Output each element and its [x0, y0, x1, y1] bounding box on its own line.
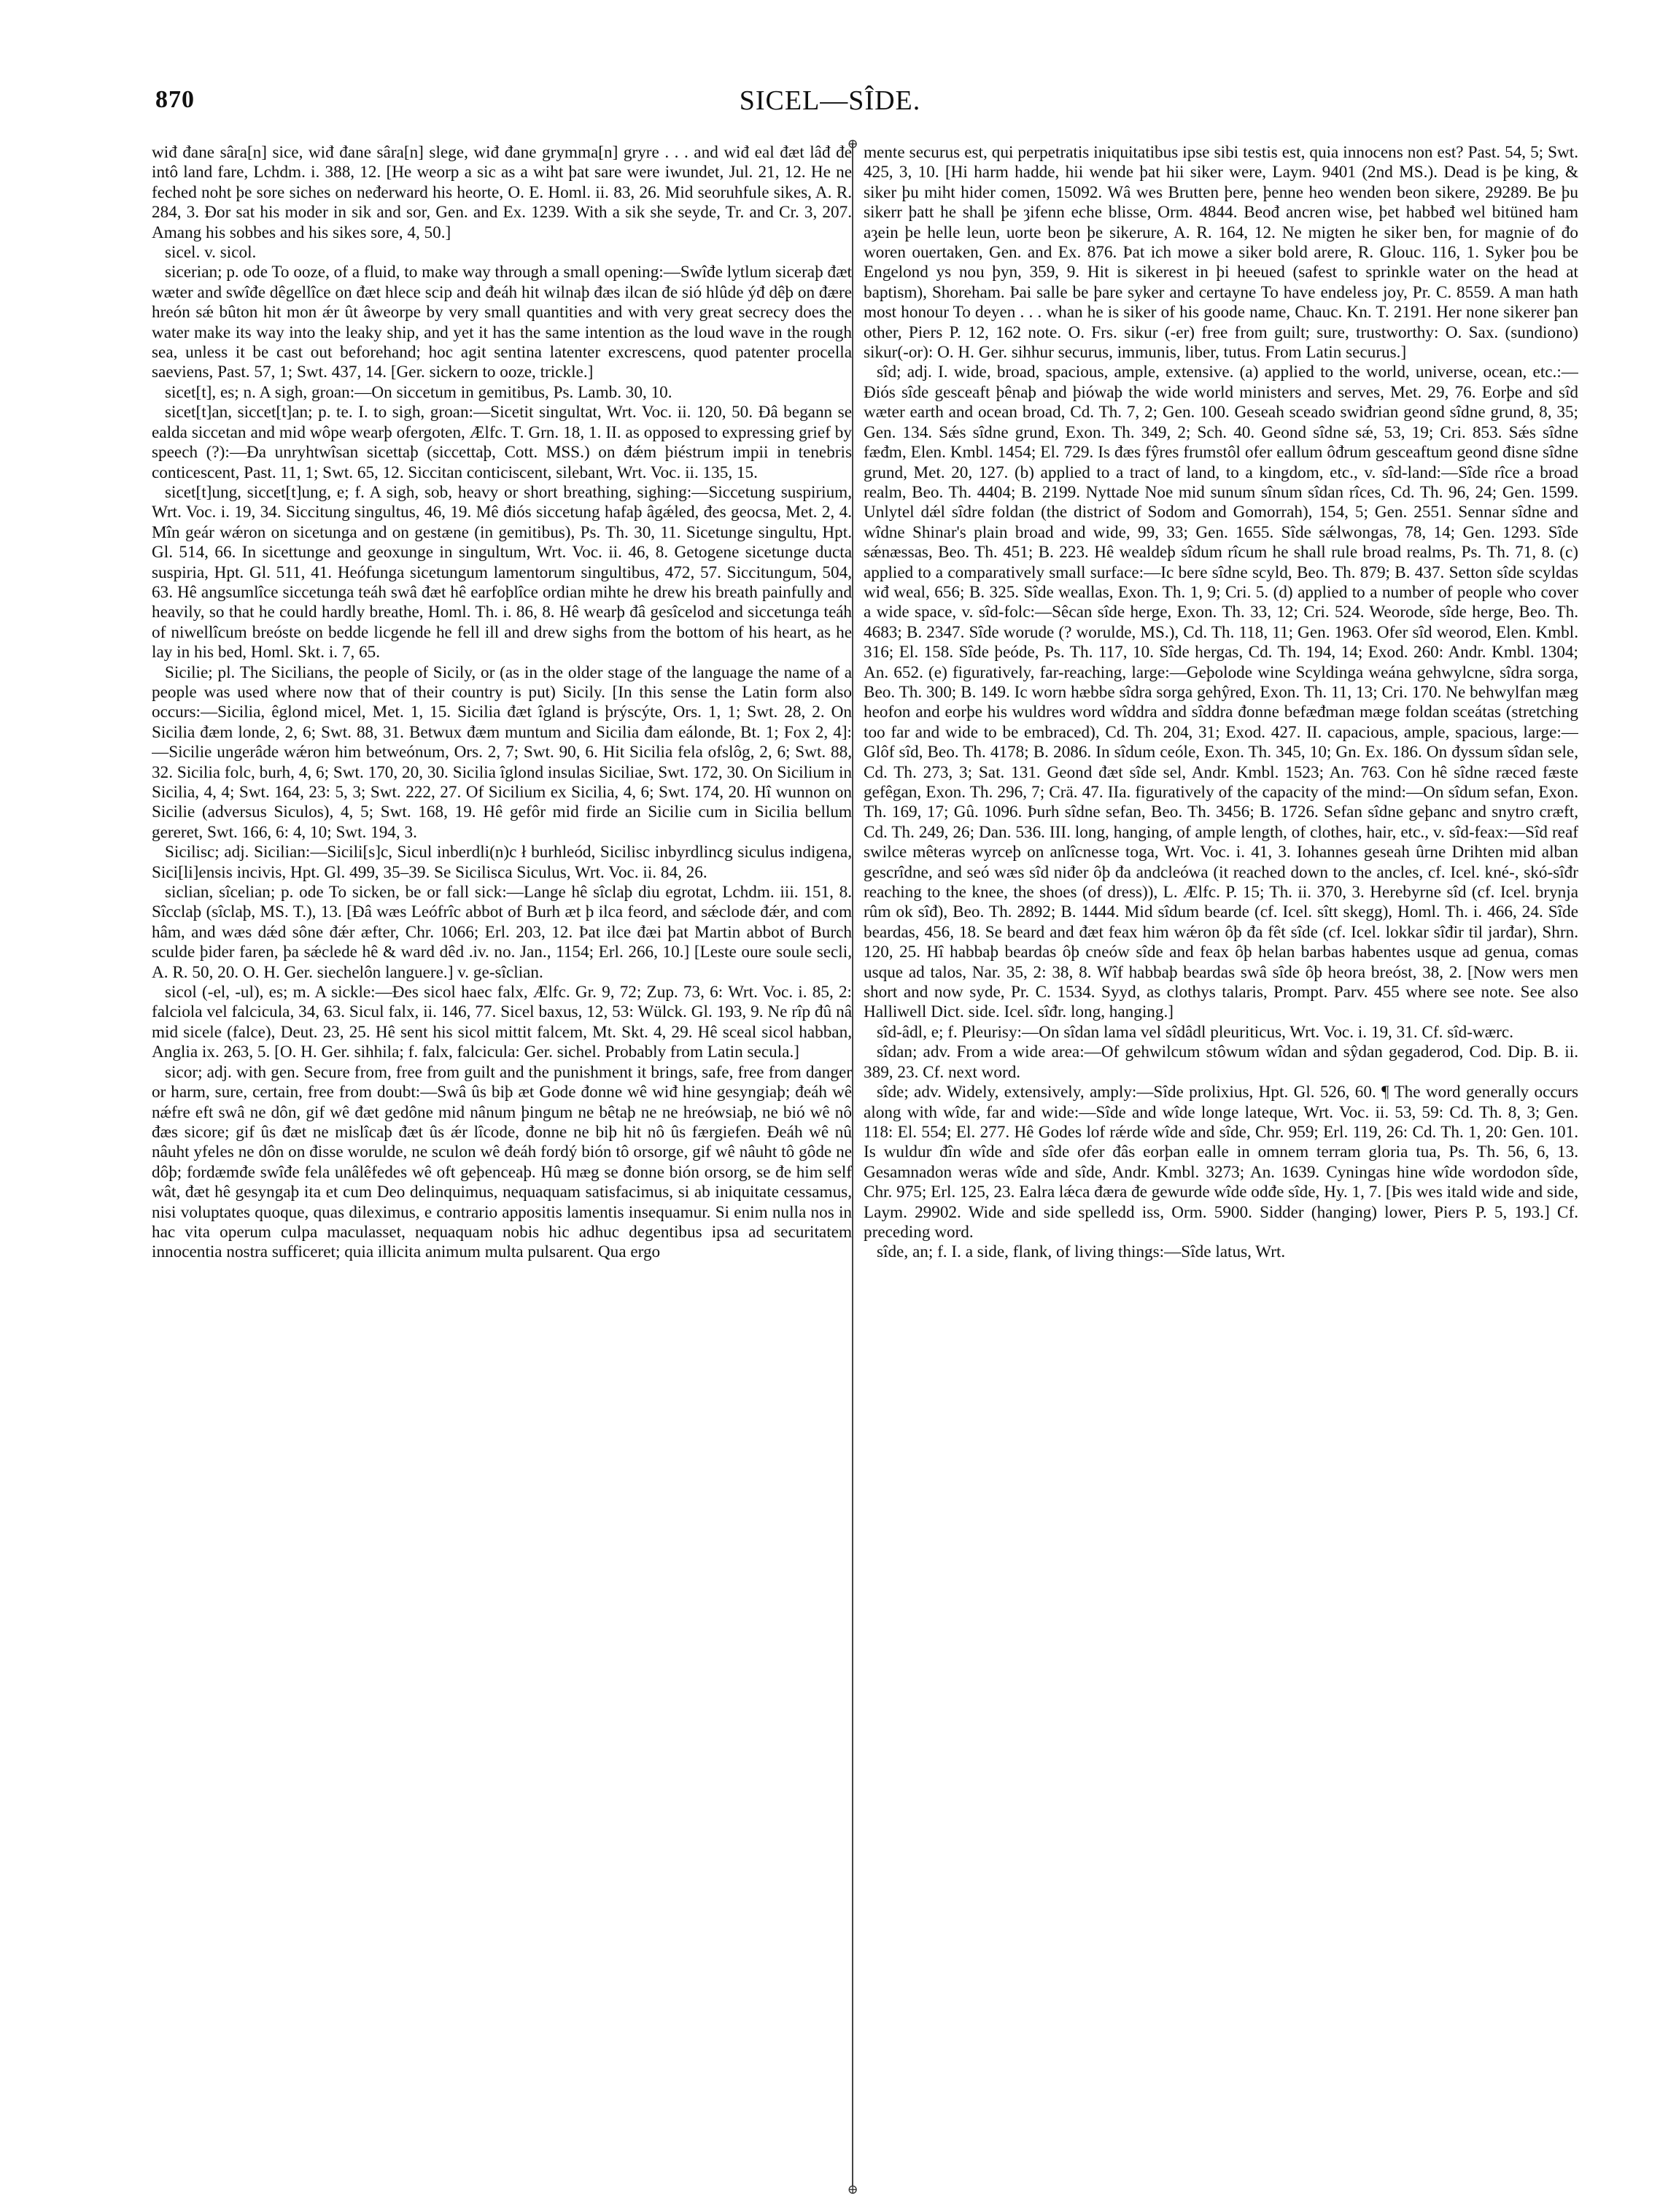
- entry-sicilie: Sicilie; pl. The Sicilians, the people of Sicily, or (as in the older stage of the language the name of a people was used where now that of their country is put) Sicily. [In this sense the Latin form also occurs:—Sicilia, êglond micel, Met. 1, 15. Sicilia đæt îgland is þrýscýte, Ors. 1, 1; Swt. 28, 2. On Sicilia đæm londe, 2, 6; Swt. 88, 31. Betwux đæm muntum and Sicilia đam eálonde, Bt. 1; Fox 2, 4]:—Sicilie ungerâde wǽron him betweónum, Ors. 2, 7; Swt. 90, 6. Hit Sicilia fela ofslôg, 2, 6; Swt. 88, 32. Sicilia folc, burh, 4, 6; Swt. 170, 20, 30. Sicilia îglond insulas Siciliae, Swt. 172, 30. On Sicilium in Sicilia, 4, 4; Swt. 164, 23: 5, 3; Swt. 222, 27. Of Sicilium ex Sicilia, 4, 6; Swt. 174, 20. Hî wunnon on Sicilie (adversus Siculos), 4, 5; Swt. 168, 19. Hê gefôr mid firde an Sicilie cum in Sicilia bellum gereret, Swt. 166, 6: 4, 10; Swt. 194, 3.: [152, 662, 852, 842]
- entry-sicett: sicet[t], es; n. A sigh, groan:—On siccetum in gemitibus, Ps. Lamb. 30, 10.: [165, 382, 672, 402]
- entry-sicor: sicor; adj. with gen. Secure from, free from guilt and the punishment it brings, safe, free from danger or harm, sure, certain, free from doubt:—Swâ ûs biþ æt Gode đonne wê wiđ hine gesyngiaþ; đeáh wê nǽfre eft swâ ne dôn, gif wê đæt gedône mid nânum þingum ne bêtaþ ne ne hreówsiaþ, ne bió wê nô đæs sicore; gif ûs đæt ne mislîcaþ đæt ûs ǽr lîcode, đonne ne biþ hit nô ûs færgiefen. Đeáh wê nû nâuht yfeles ne dôn on đisse woruldе, ne sculon wê đeáh fordý bión tô orsorge, gif wê nâuht tô gôde ne dôþ; fordæmđe swîđe fela unâlêfedes wê oft geþenceaþ. Hû mæg se đonne bión orsorg, se đe him self wât, đæt hê gesyngaþ ita et cum Deo delinquimus, nequaquam satisfacimus, si ab iniquitate cessamus, nisi voluptates quoque, quas dileximus, e contrario appositis lamentis insequamur. Si enim nulla nos in hac vita operum culpa maculasset, nequaquam nobis hic adhuc degentibus ipsa ad securitatem innocentia nostra sufficeret; quia illicita animum multa pulsarent. Qua ergo: [152, 1062, 852, 1262]
- entry-continuation-sic: wiđ đane sâra[n] sice, wiđ đane sâra[n] slege, wiđ đane grymma[n] gryre . . . and wiđ eal đæt lâđ đe intô land fare, Lchdm. i. 388, 12. [He weorp a sic as a wiht þat sare were iwundet, Jul. 21, 12. He ne feched noht þe sore siches on neđerward his heorte, O. E. Homl. ii. 83, 26. Mid seoruhfule sikes, A. R. 284, 3. Đor sat his moder in sik and sor, Gen. and Ex. 1239. With a sik she seyde, Tr. and Cr. 3, 207. Amang his sobbes and his sikes sore, 4, 50.]: [152, 143, 852, 242]
- entry-sicel: sicel. v. sicol.: [165, 243, 257, 263]
- left-column: [152, 143, 852, 2193]
- divider-bottom-ornament-icon: ⊕: [847, 2182, 858, 2197]
- running-head: SICEL—SÎDE.: [739, 85, 921, 116]
- entry-side-noun: sîde, an; f. I. a side, flank, of living things:—Sîde latus, Wrt.: [877, 1242, 1286, 1262]
- entry-sid: sîd; adj. I. wide, broad, spacious, ample, extensive. (a) applied to the world, universe, ocean, etc.:—Điós sîde gesceaft þênaþ and þiówaþ the wide world ministers and serves, Met. 29, 76. Eorþe and sîd wæter earth and ocean broad, Cd. Th. 7, 2; Gen. 100. Geseah sceado swiđrian geond sîdne grund, 8, 35; Gen. 134. Sǽs sîdne grund, Exon. Th. 349, 2; Sch. 40. Geond sîdne sǽ, 53, 19; Cri. 853. Sǽs sîdne fæđm, Elen. Kmbl. 1454; El. 729. Is đæs fŷres frumstôl ofer eallum ôđrum gesceaftum geond đisne sîdne grund, Met. 20, 127. (b) applied to a tract of land, to a kingdom, etc., v. sîd-land:—Sîde rîce a broad realm, Beo. Th. 4404; B. 2199. Nyttade Noe mid sunum sînum sîdan rîces, Cd. Th. 96, 24; Gen. 1599. Unlytel dǽl sîdre foldan (the district of Sodom and Gomorrah), 154, 5; Gen. 2551. Sennar sîdne and wîdne Shinar's plain broad and wide, 99, 33; Gen. 1655. Sîde sǽlwongas, 78, 14; Gen. 1293. Sîde sǽnæssas, Beo. Th. 451; B. 223. Hê wealdeþ sîdum rîcum he shall rule broad realms, Ps. Th. 71, 8. (c) applied to a comparatively small surface:—Ic bere sîdne scyld, Beo. Th. 879; B. 437. Setton sîde scyldas wiđ weal, 656; B. 325. Sîde weallas, Exon. Th. 1, 9; Cri. 5. (d) applied to a number of people who cover a wide space, v. sîd-folc:—Sêcan sîde herge, Exon. Th. 33, 12; Cri. 524. Weorode, sîde herge, Beo. Th. 4683; B. 2347. Sîde worude (? worulde, MS.), Cd. Th. 118, 11; Gen. 1963. Ofer sîd weorod, Elen. Kmbl. 316; El. 158. Sîde þeóde, Ps. Th. 117, 10. Sîde hergas, Cd. Th. 194, 14; Exod. 260: Andr. Kmbl. 1304; An. 652. (e) figuratively, far-reaching, large:—Geþolode wine Scyldinga weána gehwylcne, sîdra sorga, Beo. Th. 300; B. 149. Ic worn hæbbe sîdra sorga gehŷred, Exon. Th. 11, 13; Cri. 170. Ne behwylfan mæg heofon and eorþe his wuldres word wîddra and sîddra đonne befæđman mæge foldan sceátas (stretching too far and wide to be embraced), Cd. Th. 204, 31; Exod. 427. II. capacious, ample, spacious, large:—Glôf sîd, Beo. Th. 4178; B. 2086. In sîdum ceóle, Exon. Th. 345, 10; Gn. Ex. 186. On đyssum sîdan sele, Cd. Th. 273, 3; Sat. 131. Geond đæt sîde sel, Andr. Kmbl. 1523; An. 763. Con hê sîdne ræced fæste gefêgan, Exon. Th. 296, 7; Crä. 47. IIa. figuratively of the capacity of the mind:—On sîdum sefan, Exon. Th. 169, 17; Gû. 1096. Þurh sîdne sefan, Beo. Th. 3456; B. 1726. Sefan sîdne geþanc and snytro cræft, Cd. Th. 249, 26; Dan. 536. III. long, hanging, of ample length, of clothes, hair, etc., v. sîd-feax:—Sîd reaf swilce mêteras wyrceþ on anlîcnesse toga, Wrt. Voc. i. 41, 3. Iohannes geseah ûrne Drihten mid alban gescrîdne, and seó wæs sîd niđer ôþ đa andcleówa (it reached down to the ancles, cf. Icel. kné-, skó-sîđr reaching to the knee, the shoes (of dress)), L. Ælfc. P. 15; Th. ii. 370, 3. Herebyrne sîd (cf. Icel. brynja rûm ok sîđ), Beo. Th. 2892; B. 1444. Mid sîdum bearde (cf. Icel. sîtt skegg), Homl. Th. i. 466, 24. Sîde beardas, 456, 18. Se beard and đæt feax him wǽron ôþ đa fêt sîde (cf. Icel. lokkar sîđir til jarđar), Shrn. 120, 25. Hî habbaþ beardas ôþ cneów sîde and feax ôþ helan barbas habentes usque ad genua, comas usque ad talos, Nar. 35, 2: 38, 8. Wîf habbaþ beardas swâ sîde ôþ heora breóst, 38, 2. [Now wers men short and now syde, Pr. C. 1534. Syyd, as clothys talaris, Prompt. Parv. 455 where see note. See also Halliwell Dict. side. Icel. sîđr. long, hanging.]: [864, 363, 1578, 1022]
- entry-side-adv: sîde; adv. Widely, extensively, amply:—Sîde prolixius, Hpt. Gl. 526, 60. ¶ The word generally occurs along with wîde, far and wide:—Sîde and wîde longe lateque, Wrt. Voc. ii. 53, 59: Cd. Th. 8, 3; Gen. 118: El. 554; El. 277. Hê Godes lof rǽrde wîde and sîde, Chr. 959; Erl. 119, 26: Cd. Th. 1, 20: Gen. 101. Is wuldur đîn wîde and sîde ofer đâs eorþan ealle in omnem terram gloria tua, Ps. Th. 56, 6, 13. Gesamnadon weras wîde and sîde, Andr. Kmbl. 3273; An. 1639. Cyningas hine wîde wordodon sîde, Chr. 975; Erl. 125, 23. Ealra lǽca đæra đe gewurde wîde odđe sîde, Hy. 1, 7. [Þis wes itald wide and side, Laym. 29902. Wide and side spelledd iss, Orm. 5900. Sidder (hanging) lower, Piers P. 5, 193.] Cf. preceding word.: [864, 1083, 1578, 1242]
- entry-sid-adl: sîd-âdl, e; f. Pleurisy:—On sîdan lama vel sîdâdl pleuriticus, Wrt. Voc. i. 19, 31. Cf. sîd-wærc.: [877, 1022, 1513, 1042]
- entry-siclian: siclian, sîcelian; p. ode To sicken, be or fall sick:—Lange hê sîclaþ diu egrotat, Lchdm. iii. 151, 8. Sîcclaþ (sîclaþ, MS. T.), 13. [Đâ wæs Leófrîc abbot of Burh æt þ ilca feord, and sǽclode đǽr, and com hâm, and wæs dǽd sône đǽr æfter, Chr. 1066; Erl. 203, 12. Þat ilce đæi þat Martin abbot of Burch sculde þider faren, þa sǽclede hê & ward dêd .iv. no. Jan., 1154; Erl. 266, 10.] [Leste oure soule secli, A. R. 50, 20. O. H. Ger. siechelôn languere.] v. ge-sîclian.: [152, 883, 852, 982]
- right-column: [864, 143, 1578, 2193]
- divider-top-ornament-icon: ⊕: [847, 136, 858, 151]
- entry-continuation-sicor: mente securus est, qui perpetratis iniquitatibus ipse sibi testis est, quia innocens non est? Past. 54, 5; Swt. 425, 3, 10. [Hi harm hadde, hii wende þat hii siker were, Laym. 9401 (2nd MS.). Dead is þe king, & siker þu miht hider comen, 15092. Wâ wes Brutten þere, þenne heo wenden beon sikere, 29289. Be þu sikerr þatt he shall þe ȝifenn eche blisse, Orm. 4844. Beođ ancren wise, þet habbeđ wel bitüned ham aȝein þe helle leun, uorte beon þe sikerure, A. R. 164, 12. Ne migten he siker ben, for magnie of đo woren ouertaken, Gen. and Ex. 876. Þat ich mowe a siker bold arere, R. Glouc. 116, 1. Syker þou be Engelond ys nou þyn, 359, 9. Hit is sikerest in þi heeued (safest to sprinkle water on the head at baptism), Shoreham. Þai salle be þare syker and certayne To have endeless joy, Pr. C. 8559. A man hath most honour To deyen . . . whan he is siker of his goode name, Chauc. Kn. T. 2191. Her none sikerer þan other, Piers P. 12, 162 note. O. Frs. sikur (-er) free from guilt; sure, trustworthy: O. Sax. (sundiono) sikur(-or): O. H. Ger. sihhur securus, immunis, liber, tutus. From Latin securus.]: [864, 143, 1578, 363]
- column-divider: [852, 143, 853, 2186]
- entry-sicilisc: Sicilisc; adj. Sicilian:—Sicili[s]c, Sicul inberdli(n)c ł burhleód, Sicilisc inbyrdlincg siculus indigena, Sici[li]ensis incivis, Hpt. Gl. 499, 35–39. Se Sicilisca Siculus, Wrt. Voc. ii. 84, 26.: [152, 843, 852, 882]
- entry-sidan: sîdan; adv. From a wide area:—Of gehwilcum stôwum wîdan and sŷdan gegaderod, Cod. Dip. B. ii. 389, 23. Cf. next word.: [864, 1043, 1578, 1082]
- entry-sicettung: sicet[t]ung, siccet[t]ung, e; f. A sigh, sob, heavy or short breathing, sighing:—Siccetung suspirium, Wrt. Voc. i. 19, 34. Siccitung singultus, 46, 19. Mê điós siccetung hafaþ âgǽled, đes geocsa, Met. 2, 4. Mîn geár wǽron on sicetunga and on gestæne (in gemitibus), Ps. Th. 30, 11. Sicetunge singultu, Hpt. Gl. 514, 66. In sicettunge and geoxunge in singultum, Wrt. Voc. ii. 46, 8. Getogene sicetunge ducta suspiria, Hpt. Gl. 511, 41. Heófunga sicetungum lamentorum singultibus, 472, 57. Siccitungum, 504, 63. Hê angsumlîce siccetunga teáh swâ đæt hê earfoþlîce ordian mihte he drew his breath painfully and heavily, so that he could hardly breathe, Homl. Th. i. 86, 8. Hê wearþ đâ gesîcelod and siccetunga teáh of niwellîcum breóste on bedde licgende he fell ill and drew sighs from the bottom of his heart, as he lay in his bed, Homl. Skt. i. 7, 65.: [152, 482, 852, 662]
- entry-sicettan: sicet[t]an, siccet[t]an; p. te. I. to sigh, groan:—Sicetit singultat, Wrt. Voc. ii. 120, 50. Đâ begann se ealda siccetan and mid wôpe wearþ ofergoten, Ælfc. T. Grn. 18, 1. II. as opposed to expressing grief by speech (?):—Đa unryhtwîsan sicettaþ (siccettaþ, Cott. MSS.) on đǽm þiéstrum impii in tenebris conticescent, Past. 11, 1; Swt. 65, 12. Siccitan conticiscent, silebant, Wrt. Voc. ii. 135, 15.: [152, 403, 852, 482]
- entry-sicol: sicol (-el, -ul), es; m. A sickle:—Đes sicol haec falx, Ælfc. Gr. 9, 72; Zup. 73, 6: Wrt. Voc. i. 85, 2: falciola vel falcicula, 34, 63. Sicul falx, ii. 146, 77. Sicel baxus, 12, 53: Wülck. Gl. 193, 9. Ne rîp đû nâ mid sicele (falce), Deut. 23, 25. Hê sent his sicol mittit falcem, Mt. Skt. 4, 29. Hê sceal sicol habban, Anglia ix. 263, 5. [O. H. Ger. sihhila; f. falx, falcicula: Ger. sichel. Probably from Latin secula.]: [152, 983, 852, 1062]
- page-number: 870: [155, 86, 195, 113]
- entry-sicerian: sicerian; p. ode To ooze, of a fluid, to make way through a small opening:—Swîđe lytlum siceraþ đæt wæter and swîđe dêgellîce on đæt hlece scip and đeáh hit wilnaþ đæs ilcan đe sió hlûde ýđ dêþ on đære hreón sǽ bûton hit mon ǽr ût âweorpe by very small quantities and with very great secrecy does the water make its way into the leaky ship, and yet it has the same intention as the loud wave in the rough sea, unless it be cast out beforehand; hoc agit sentina latenter excrescens, quod patenter procella saeviens, Past. 57, 1; Swt. 437, 14. [Ger. sickern to ooze, trickle.]: [152, 263, 852, 382]
